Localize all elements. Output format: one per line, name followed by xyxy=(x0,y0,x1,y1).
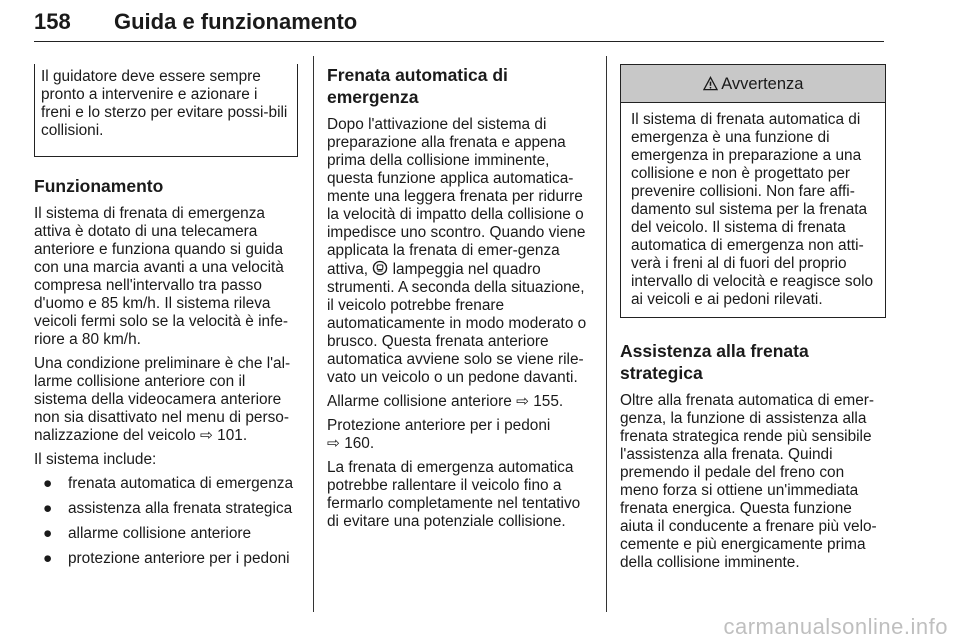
feature-list xyxy=(34,475,298,568)
paragraph xyxy=(34,355,298,445)
warning-body xyxy=(621,103,885,317)
column-3 xyxy=(620,64,886,578)
warning-box xyxy=(620,64,886,318)
note-text: Il guidatore deve essere sempre pronto a intervenire e azionare i freni e lo sterzo per evitare possi-bili collisioni. xyxy=(41,68,288,139)
list-item xyxy=(34,500,298,518)
paragraph-text: Allarme collisione anteriore xyxy=(327,393,512,410)
column-2 xyxy=(327,64,595,537)
paragraph-text: Una condizione preliminare è che l'al-larme collisione anteriore con il sistema della videocamera anteriore non sia disattivato nel menu di perso-nalizzazione del veicolo xyxy=(34,355,291,444)
chapter-title: Guida e funzionamento xyxy=(114,9,358,34)
paragraph xyxy=(327,116,595,387)
watermark-text: carmanualsonline.info xyxy=(723,614,948,639)
paragraph: Il sistema di frenata di emergenza attiva è dotato di una telecamera anteriore e funziona quando si guida con una marcia avanti a una velocità compresa nell'intervallo tra passo d'uomo e 85 km/h. Il sistema rileva veicoli fermi solo se la velocità è infe-riore a 80 km/h. xyxy=(34,205,289,348)
bullet-icon: ● xyxy=(43,475,53,492)
list-item-label: protezione anteriore per i pedoni xyxy=(68,550,290,567)
bullet-icon: ● xyxy=(43,550,53,567)
paragraph-text: lampeggia nel quadro strumenti. A seconda della situazione, il veicolo potrebbe frenare automaticamente in modo moderato o brusco. Questa frenata anteriore automatica avviene solo se viene rile-vato un veicolo o un pedone davanti. xyxy=(327,261,587,386)
page-reference[interactable]: 155. xyxy=(533,393,564,410)
column-divider xyxy=(606,56,607,612)
list-item-label: frenata automatica di emergenza xyxy=(68,475,294,492)
bullet-icon: ● xyxy=(43,500,53,517)
page-reference[interactable]: 101. xyxy=(217,427,248,444)
warning-title: Avvertenza xyxy=(721,75,804,93)
paragraph: La frenata di emergenza automatica potrebbe rallentare il veicolo fino a fermarlo completamente nel tentativo di evitare una potenziale collisione. xyxy=(327,459,581,530)
paragraph xyxy=(327,393,595,411)
column-1 xyxy=(34,64,298,575)
reference-arrow-icon: ⇨ xyxy=(199,427,213,444)
warning-text: Il sistema di frenata automatica di emergenza è una funzione di emergenza in preparazione a una collisione e non è progettato per prevenire collisioni. Non fare affi-damento sul sistema per la frenata del veicolo. Il sistema di frenata automatica di emergenza non atti-verà i freni al di fuori del proprio intervallo di velocità e reagisce solo ai veicoli e ai pedoni rilevati. xyxy=(631,111,874,308)
paragraph: Il sistema include: xyxy=(34,451,157,468)
list-item xyxy=(34,550,298,568)
column-divider xyxy=(313,56,314,612)
warning-triangle-icon xyxy=(703,76,718,91)
paragraph xyxy=(327,417,595,453)
list-item-label: assistenza alla frenata strategica xyxy=(68,500,293,517)
reference-arrow-icon: ⇨ xyxy=(516,393,529,410)
list-item xyxy=(34,475,298,493)
page-number: 158 xyxy=(34,9,71,34)
section-heading-frenata-automatica: Frenata automatica di emergenza xyxy=(327,65,508,107)
section-heading-funzionamento: Funzionamento xyxy=(34,176,164,196)
bullet-icon: ● xyxy=(43,525,53,542)
page-reference[interactable]: 160. xyxy=(344,435,375,452)
page-header xyxy=(34,6,884,42)
list-item-label: allarme collisione anteriore xyxy=(68,525,252,542)
reference-arrow-icon: ⇨ xyxy=(327,435,340,452)
paragraph: Oltre alla frenata automatica di emer-genza, la funzione di assistenza alla frenata strategica rende più sensibile l'assistenza alla frenata. Quindi premendo il pedale del freno con meno forza si ottiene un'immediata frenata energica. Questa funzione aiuta il conducente a frenare più velo-cemente e più energicamente prima della collisione imminente. xyxy=(620,392,877,571)
brake-warning-icon xyxy=(372,260,388,276)
paragraph-text: Dopo l'attivazione del sistema di preparazione alla frenata e appena prima della collisione imminente, questa funzione applica automatica-mente una leggera frenata per ridurre la velocità di impatto della collisione o impedisce uno scontro. Quando viene applicata la frenata di emer-genza attiva, xyxy=(327,116,586,278)
list-item xyxy=(34,525,298,543)
warning-header xyxy=(621,65,885,103)
section-heading-assistenza-frenata: Assistenza alla frenata strategica xyxy=(620,341,809,383)
paragraph-text: Protezione anteriore per i pedoni xyxy=(327,417,551,434)
note-box xyxy=(34,64,298,157)
